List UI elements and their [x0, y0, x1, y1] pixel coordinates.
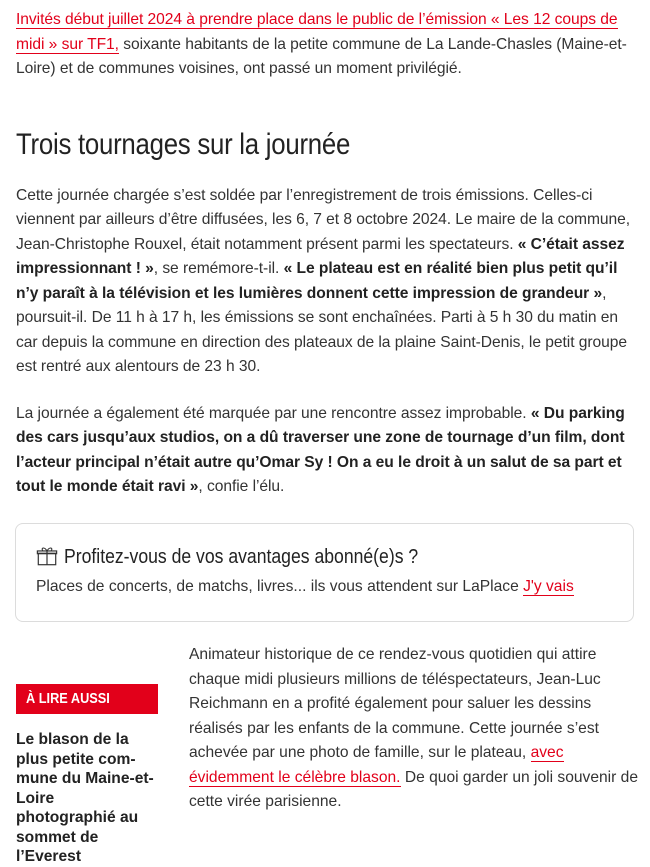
- subscriber-promo-box: [15, 523, 634, 622]
- intro-link[interactable]: Invités début juillet 2024 à prendre place dans le public de l’émission « Les 12 coups de midi » sur TF1,: [16, 11, 618, 53]
- paragraph-3-text-a: Animateur historique de ce rendez-vous quotidien qui attire chaque midi plusieurs millions de téléspectateurs, Jean-Luc Reichmann en a profité également pour saluer les dessins réalisés par les enfants de la commune. Cette journée s’est achevée par une photo de famille, sur le plateau,: [189, 646, 601, 761]
- paragraph-3-text-b: De quoi garder un joli souvenir de cette virée parisienne.: [189, 768, 639, 810]
- gift-icon: [36, 545, 58, 567]
- paragraph-2-text-a: La journée a également été marquée par une rencontre assez improbable.: [16, 404, 531, 422]
- paragraph-1: [16, 184, 636, 380]
- intro-paragraph: [16, 8, 636, 82]
- quote-2: « Le plateau est en réalité bien plus petit qu’il n’y paraît à la télévision et les lumières donnent cette impression de grandeur »: [16, 260, 618, 302]
- promo-link[interactable]: J'y vais: [523, 578, 574, 595]
- article-body: [16, 8, 636, 500]
- paragraph-1-text-a: Cette journée chargée s’est soldée par l’enregistrement de trois émissions. Celles-ci viennent par ailleurs d’être diffusées, les 6, 7 et 8 octobre 2024. Le maire de la commune, Jean-Christophe Rouxel, était notamment présent parmi les spectateurs.: [16, 186, 631, 253]
- paragraph-2: [16, 402, 636, 500]
- quote-1: « C’était assez impressionnant ! »: [16, 235, 625, 277]
- section-title: Trois tournages sur la journée: [16, 127, 351, 161]
- paragraph-3: [189, 643, 639, 815]
- paragraph-2-text-b: , confie l’élu.: [198, 478, 285, 495]
- read-also-badge: [16, 684, 158, 714]
- intro-text: soixante habitants de la petite commune de La Lande-Chasles (Maine-et-Loire) et de communes voisines, ont passé un moment privilégié.: [16, 35, 627, 77]
- promo-title: Profitez-vous de vos avantages abonné(e)s ?: [64, 545, 419, 568]
- promo-text-line: [36, 578, 613, 596]
- read-also-title[interactable]: Le blason de la plus petite commune du Maine-et-Loire photographié au sommet de l’Everest: [16, 731, 154, 865]
- read-also-badge-label: À LIRE AUSSI: [26, 690, 110, 707]
- promo-text: Places de concerts, de matchs, livres... ils vous attendent sur LaPlace: [36, 578, 524, 595]
- read-also-box[interactable]: [16, 684, 158, 867]
- paragraph-1-text-b: , se remémore-t-il.: [153, 260, 284, 277]
- promo-title-row: [36, 544, 613, 570]
- blason-link[interactable]: avec évidemment le célèbre blason.: [189, 744, 564, 786]
- paragraph-1-text-c: , poursuit-il. De 11 h à 17 h, les émissions se sont enchaînées. Parti à 5 h 30 du matin en car depuis la commune en direction des plateaux de la plaine Saint-Denis, le petit groupe est rentré aux alentours de 23 h 30.: [16, 284, 628, 375]
- quote-3: « Du parking des cars jusqu’aux studios, on a dû traverser une zone de tournage d’un film, dont l’acteur principal n’était autre qu’Omar Sy ! On a eu le droit à un salut de sa part et tout le monde était ravi »: [16, 404, 625, 495]
